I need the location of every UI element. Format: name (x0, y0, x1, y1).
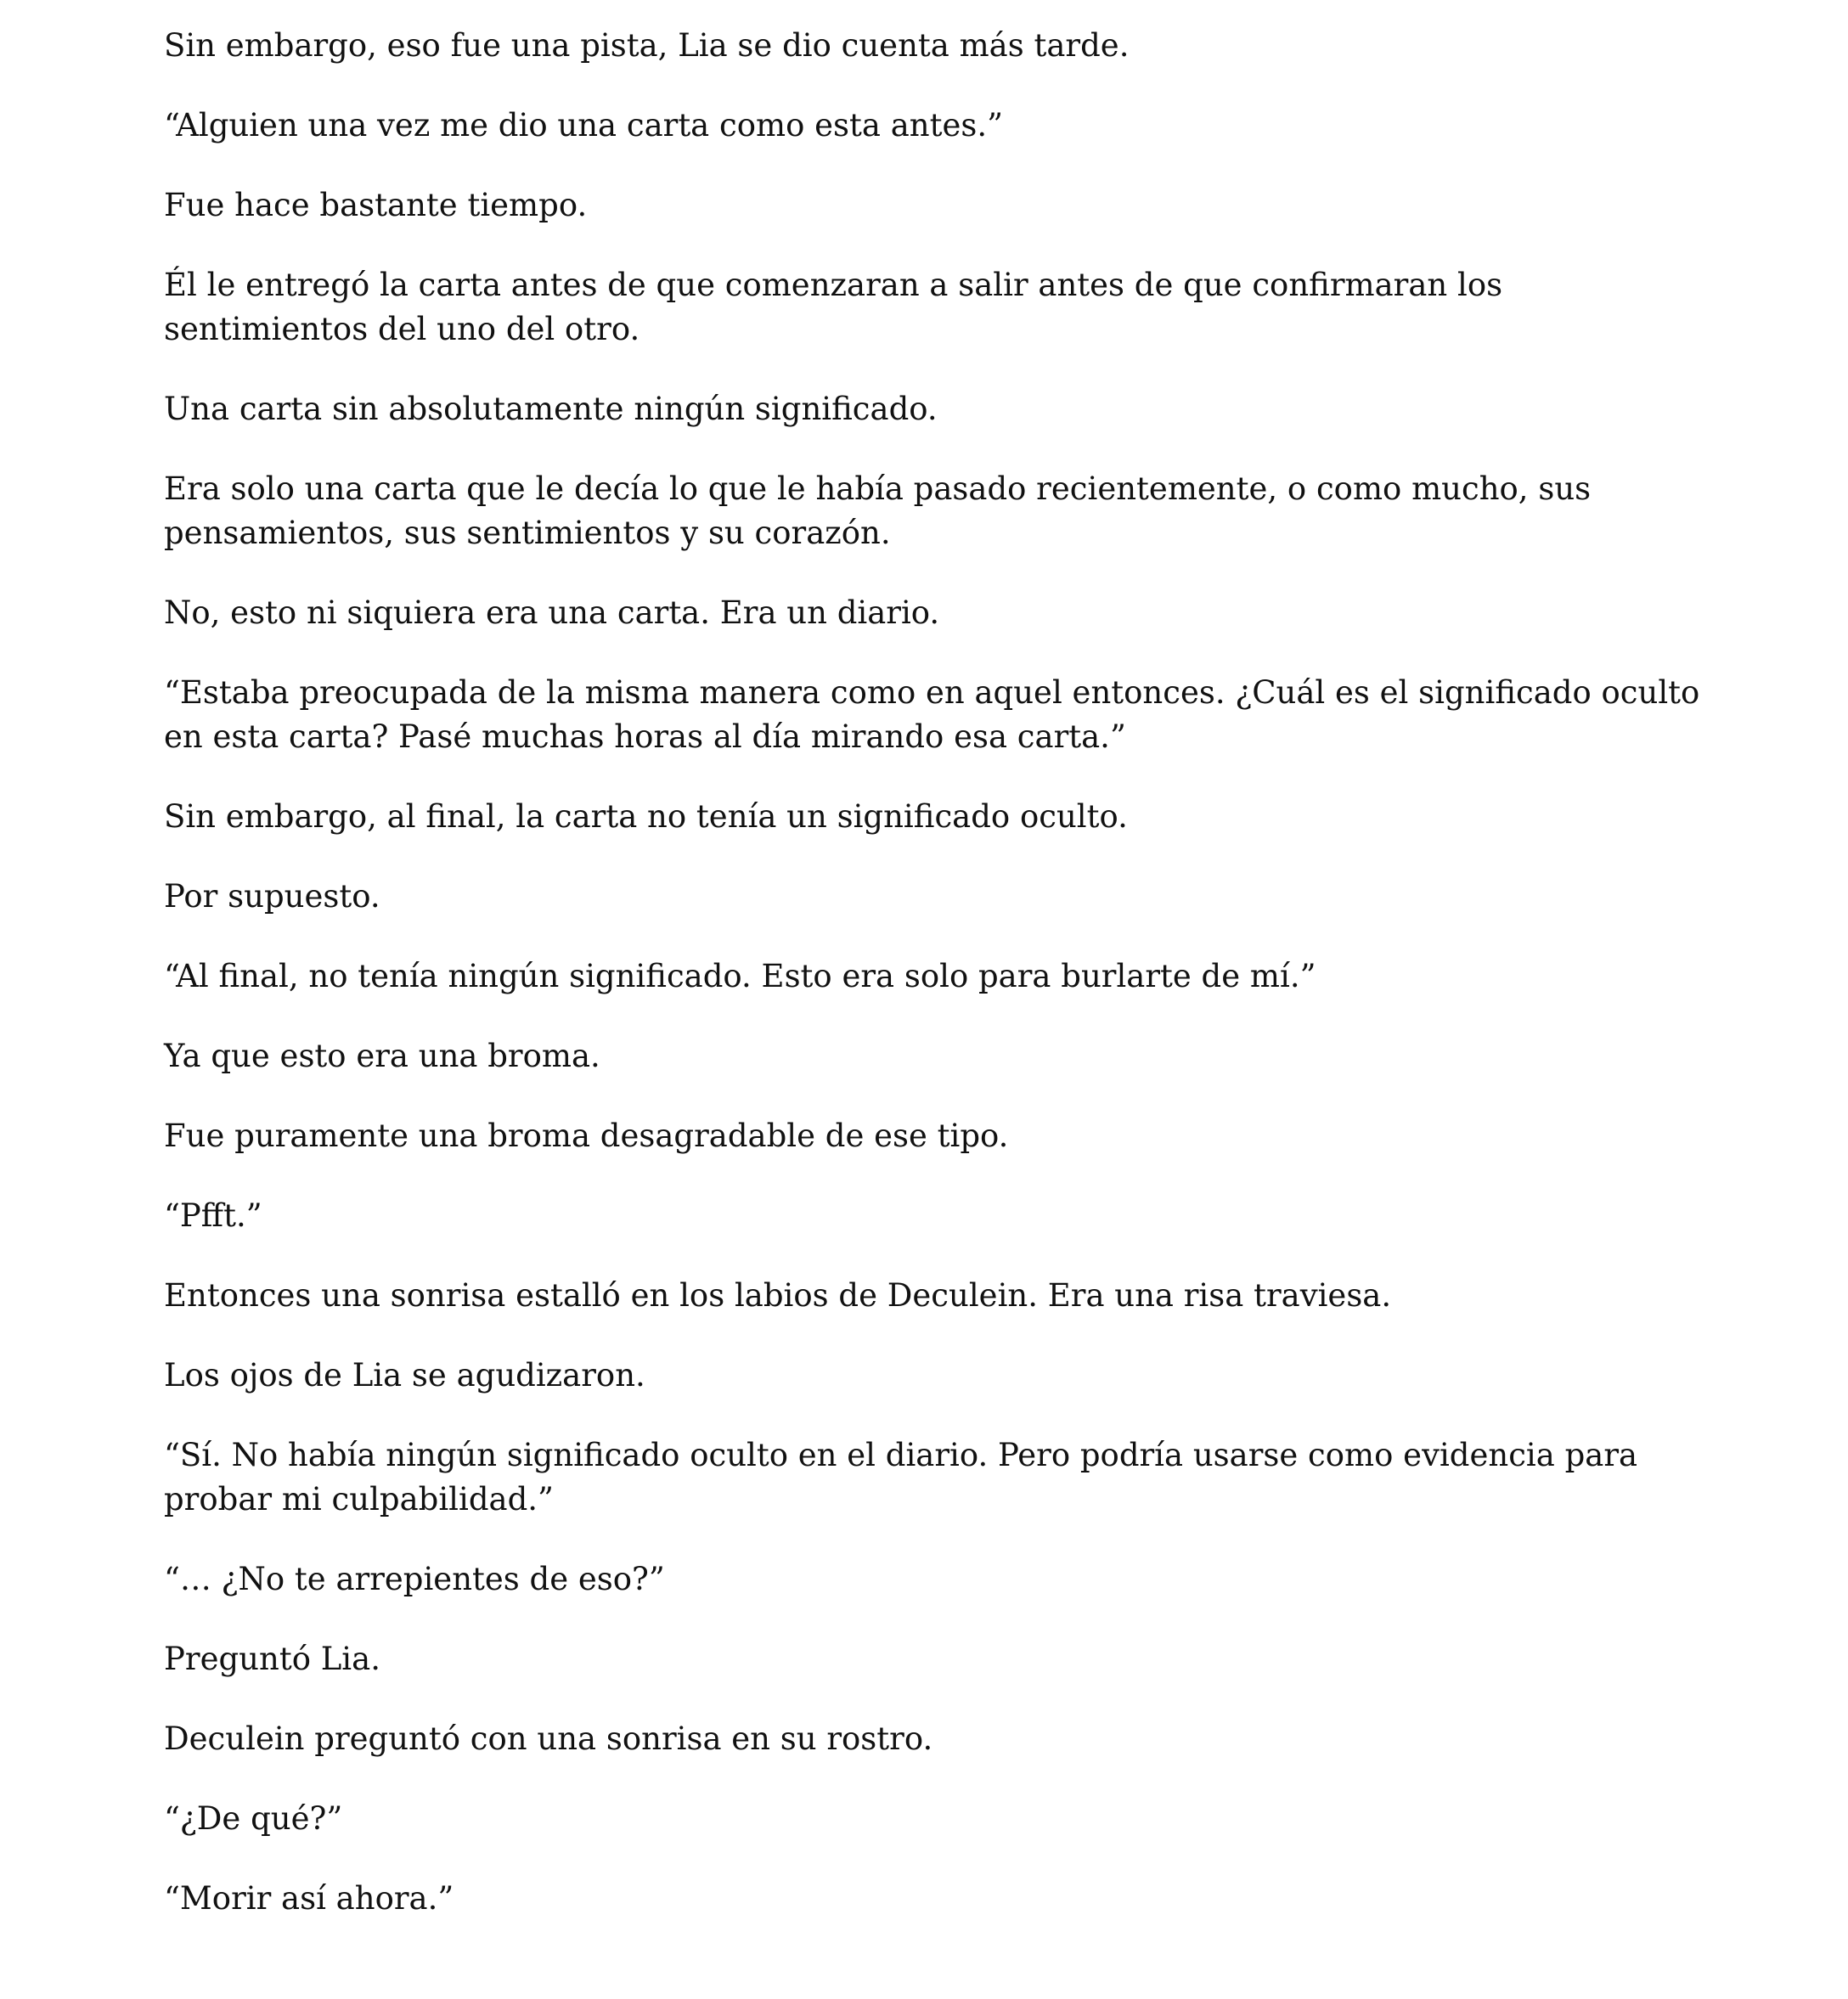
paragraph: Deculein preguntó con una sonrisa en su rostro. (164, 1720, 933, 1757)
paragraph: “… ¿No te arrepientes de eso?” (164, 1561, 665, 1597)
paragraph: No, esto ni siquiera era una carta. Era un diario. (164, 594, 940, 631)
paragraph: “Al final, no tenía ningún significado. Esto era solo para burlarte de mí.” (164, 958, 1316, 994)
document-page (164, 24, 1710, 1957)
paragraph: Entonces una sonrisa estalló en los labios de Deculein. Era una risa traviesa. (164, 1277, 1392, 1314)
paragraph: Era solo una carta que le decía lo que le había pasado recientemente, o como mucho, sus pensamientos, sus sentimientos y su corazón. (164, 470, 1592, 551)
paragraph: Una carta sin absolutamente ningún significado. (164, 391, 938, 427)
paragraph: Preguntó Lia. (164, 1641, 380, 1677)
paragraph: “Pfft.” (164, 1197, 262, 1234)
paragraph: Él le entregó la carta antes de que comenzaran a salir antes de que confirmaran los sentimientos del uno del otro. (164, 267, 1503, 347)
paragraph: Sin embargo, al final, la carta no tenía un significado oculto. (164, 798, 1128, 835)
paragraph: Fue puramente una broma desagradable de ese tipo. (164, 1118, 1009, 1154)
paragraph: “Estaba preocupada de la misma manera como en aquel entonces. ¿Cuál es el significado oculto en esta carta? Pasé muchas horas al día mirando esa carta.” (164, 674, 1700, 755)
paragraph: Sin embargo, eso fue una pista, Lia se dio cuenta más tarde. (164, 27, 1130, 64)
paragraph: Los ojos de Lia se agudizaron. (164, 1357, 645, 1394)
paragraph: Por supuesto. (164, 878, 380, 915)
paragraph: Fue hace bastante tiempo. (164, 187, 588, 223)
paragraph: “Morir así ahora.” (164, 1880, 454, 1917)
paragraph: “Sí. No había ningún significado oculto en el diario. Pero podría usarse como evidencia para probar mi culpabilidad.” (164, 1437, 1638, 1518)
paragraph: Ya que esto era una broma. (164, 1038, 600, 1074)
paragraph: “¿De qué?” (164, 1800, 343, 1837)
paragraph: “Alguien una vez me dio una carta como esta antes.” (164, 107, 1004, 144)
